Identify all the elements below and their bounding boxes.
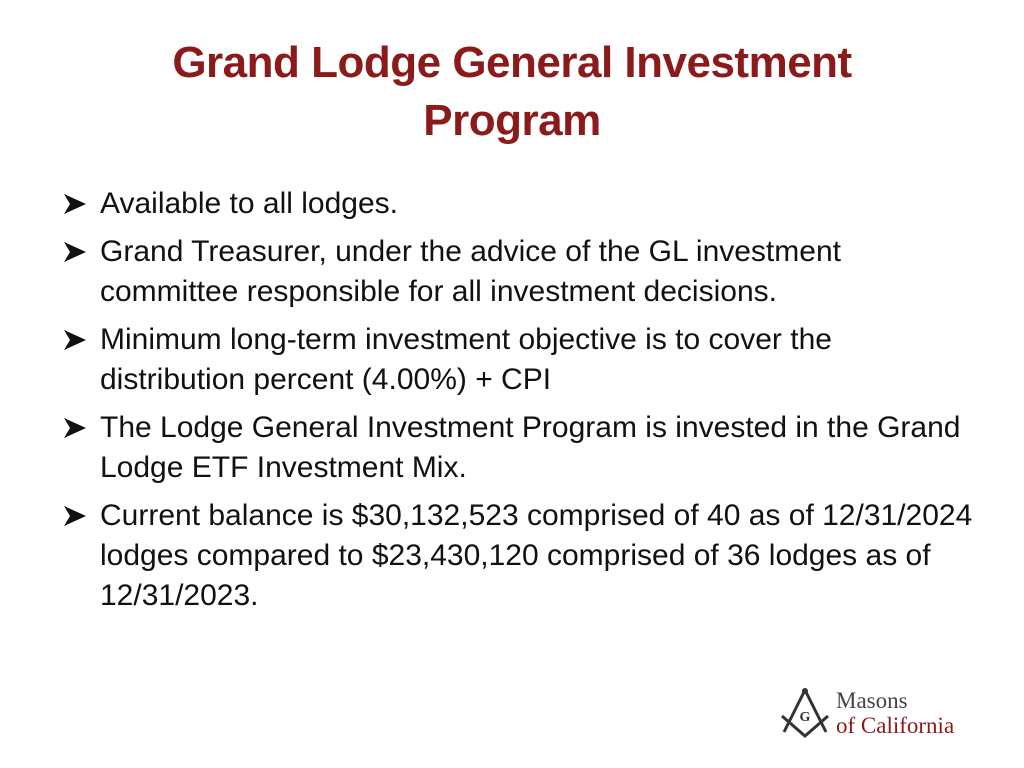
arrow-bullet-icon: [62, 191, 88, 217]
bullet-item: [62, 496, 982, 616]
title-line-2: Program: [423, 96, 601, 145]
arrow-bullet-icon: [62, 503, 88, 529]
logo-text: [836, 688, 954, 738]
arrow-bullet-icon: [62, 327, 88, 353]
title-line-1: Grand Lodge General Investment: [172, 38, 852, 87]
bullet-item: [62, 320, 982, 400]
bullet-text: Current balance is $30,132,523 comprised of 40 as of 12/31/2024 lodges compared to $23,430,120 comprised of 36 lodges as of 12/31/2023.: [100, 499, 973, 612]
bullet-text: Minimum long-term investment objective is to cover the distribution percent (4.00%) + CPI: [100, 323, 832, 396]
bullet-text: The Lodge General Investment Program is invested in the Grand Lodge ETF Investment Mix.: [100, 411, 961, 484]
bullet-list: [62, 184, 982, 624]
logo-line-1: Masons: [836, 688, 908, 713]
masons-logo: [778, 686, 978, 742]
bullet-text: Grand Treasurer, under the advice of the GL investment committee responsible for all investment decisions.: [100, 235, 841, 308]
logo-line-2: of California: [836, 713, 955, 738]
bullet-text: Available to all lodges.: [100, 187, 398, 220]
arrow-bullet-icon: [62, 239, 88, 265]
arrow-bullet-icon: [62, 415, 88, 441]
bullet-item: [62, 232, 982, 312]
slide-title: [60, 34, 964, 150]
svg-text:G: G: [799, 710, 811, 725]
bullet-item: [62, 184, 982, 224]
square-and-compass-icon: [778, 686, 832, 740]
bullet-item: [62, 408, 982, 488]
